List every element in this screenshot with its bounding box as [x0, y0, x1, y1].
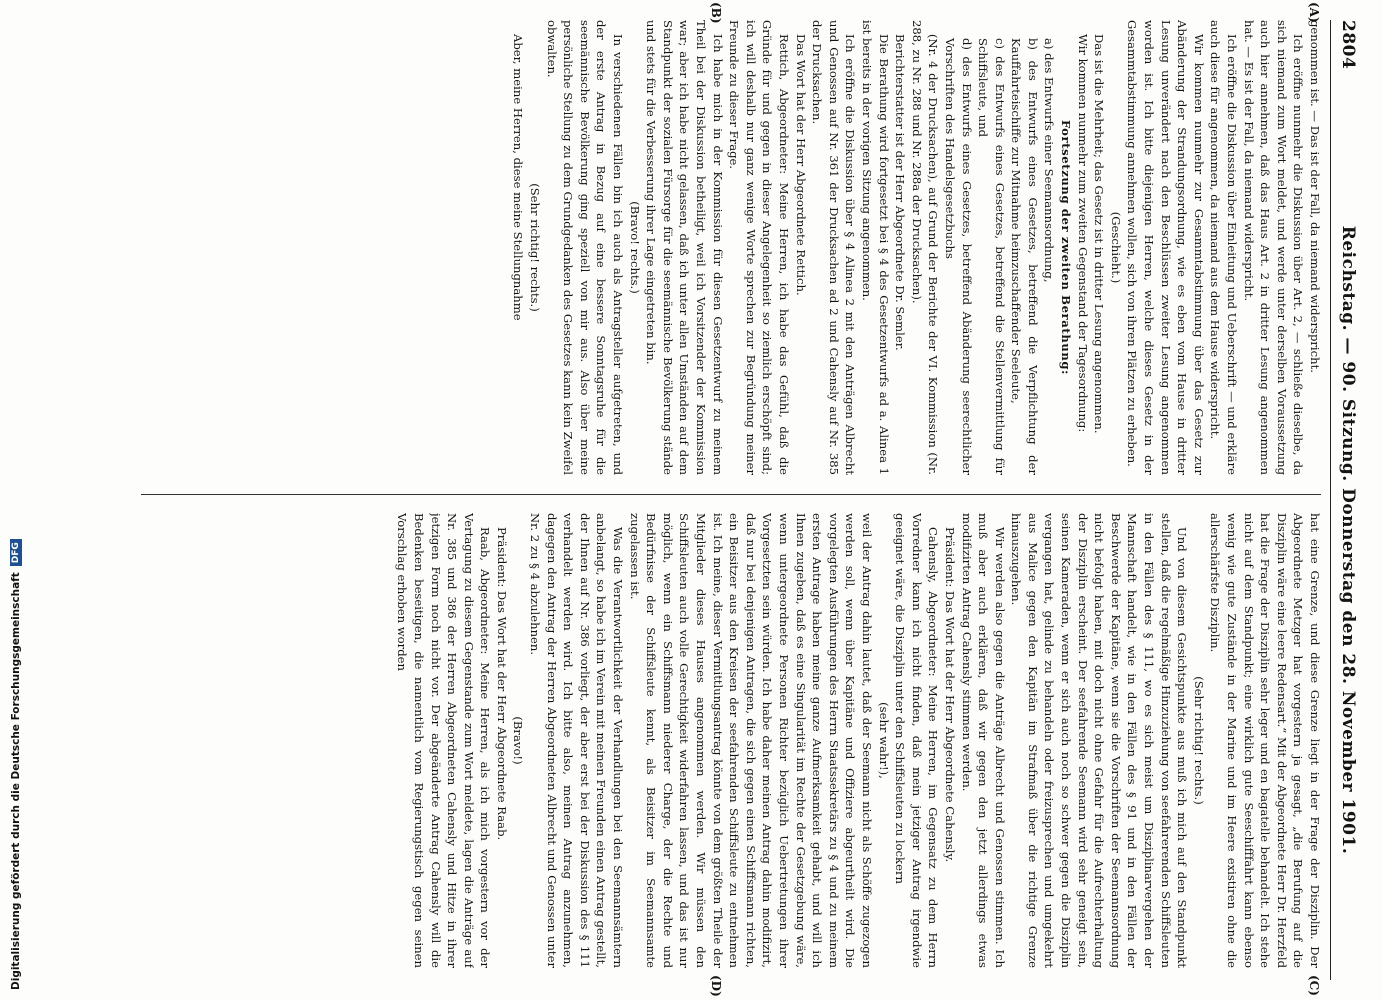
paragraph: Wir werden also gegen die Anträge Albrecht und Genossen stimmen. Ich muß aber auch erklären, daß wir gegen den jetzt allerdings etwas modifizirten Antrag Cahensly stimmen werden.: [959, 513, 1007, 968]
paragraph: genommen ist. — Das ist der Fall, da niemand widerspricht.: [1308, 20, 1322, 373]
interjection: (sehr wahr!),: [876, 702, 891, 779]
paragraph: (Nr. 4 der Drucksachen), auf Grund der Berichte der VI. Kommission (Nr. 288, zu Nr. 288 und Nr. 288a der Drucksachen).: [909, 20, 941, 475]
interjection: (Bravo!): [511, 716, 526, 765]
paragraph: Wir kommen nunmehr zum zweiten Gegenstand der Tagesordnung:: [1075, 34, 1090, 433]
margin-marker-a: (A): [1307, 2, 1321, 23]
digitization-credit: [6, 0, 26, 1000]
margin-marker-c: (C): [1307, 975, 1321, 996]
left-column: [143, 20, 1323, 475]
paragraph: Aber, meine Herren, diese meine Stellungnahme: [511, 34, 526, 321]
paragraph: Und von diesem Gesichtspunkte aus muß ich mich auf den Standpunkt stellen, daß die regelmäßige Hinzuziehung von seefahrerenden Schiffsleuten in den Fällen des § 111, wo es sich meist um Disziplinarvergehen der Mannschaft handelt, wie in den Fällen des § 91 und in den Fällen der Beschwerde der Kapitäne, wenn sie die Vorschriften der Seemannsordnung nicht befolgt haben, mit doch nicht ohne Gefahr für die Aufrechterhaltung der Disziplin erscheint. Der seefahrende Seemann wird sehr geneigt sein, seinen Kameraden, wenn er sich auch noch so schwer gegen die Disziplin vergangen hat, gelinde zu behandeln oder freizusprechen und umgekehrt aus Malice gegen den Kapitän im Strafmaß über die richtige Grenze hinauszugehen.: [1009, 513, 1190, 968]
speech-paragraph: Raab, Abgeordneter: Meine Herren, als ich mich vorgestern vor der Vertagung zu diesem Gegenstande zum Wort meldete, lagen die Anträge auf Nr. 385 und 386 der Herren Abgeordneten Cahensly und Hitze in ihrer jetzigen Form noch nicht vor. Der abgeänderte Antrag Cahensly will die Bedenken beseitigen, die namentlich vom Regierungstisch gegen seinen Vorschlag erhoben worden: [395, 513, 493, 968]
paragraph: Ich eröffne die Diskussion über Einleitung und Ueberschrift — und erkläre auch diese für angenommen, da niemand aus dem Hause widerspricht.: [1208, 20, 1240, 475]
agenda-item-d: d) des Entwurfs eines Gesetzes, betreffend Abänderung seerechtlicher Vorschriften des Handelsgesetzbuchs: [942, 38, 974, 475]
paragraph: In verschiedenen Fällen bin ich auch als Antragsteller aufgetreten, und der erste Antrag in Bezug auf eine bessere Sonntagsruhe für die seemännische Bevölkerung ging speziell von mir aus. Also über meine persönliche Stellung zu dem Grundgedanken des Gesetzes kann kein Zweifel obwalten.: [544, 20, 626, 475]
agenda-heading-text: Fortsetzung der zweiten Berathung:: [1059, 119, 1074, 376]
paragraph: Was die Verantwortlichkeit der Verhandlungen bei den Seemannsämtern anbelangt, so habe ich im Verein mit meinen Freunden einen Antrag gestellt, der Ihnen auf Nr. 386 vorliegt, der aber erst bei der Diskussion des § 111 verhandelt werden wird. Ich bitte also, meinen Antrag anzunehmen, dagegen den Antrag der Herren Abgeordneten Albrecht und Genossen unter Nr. 2 zu § 4 abzulehnen.: [528, 513, 626, 968]
column-divider: [141, 494, 1321, 495]
paragraph: Ich eröffne die Diskussion über § 4 Alinea 2 mit den Anträgen Albrecht und Genossen auf Nr. 361 der Drucksachen ad 2 und Cahensly auf Nr. 385 der Drucksachen.: [810, 20, 858, 475]
interjection: (Bravo! rechts.): [627, 201, 642, 294]
interjection: (Sehr richtig! rechts.): [1191, 676, 1206, 805]
speaker-paragraph: Präsident: Das Wort hat der Herr Abgeordnete Cahensly.: [942, 527, 957, 863]
paragraph: hat eine Grenze, und diese Grenze liegt in der Frage der Disziplin. Der Abgeordnete Metzger hat vorgestern ja gesagt, „die Berufung auf die Disziplin wäre eine leere Redensart.“ Mit der Abgeordnete Herr Dr. Herzfeld hat die Frage der Disziplin sehr leger und en bagatelle behandelt. Ich stehe nicht auf dem Standpunkt; eine wirklich gute Seeschifffahrt kann ebenso wenig wie gute Zustände in der Marine und im Heere existiren ohne die allerschärfste Disziplin.: [1208, 513, 1322, 968]
margin-marker-b: (B): [709, 2, 723, 24]
rotated-document: [110, 0, 1383, 1000]
paragraph: Ich eröffne nunmehr die Diskussion über Art. 2, — schließe dieselbe, da sich niemand zum Wort meldet, und werde unter derselben Voraussetzung auch hier annehmen, daß das Haus Art. 2 in dritter Lesung angenommen hat. — Es ist der Fall, da niemand widerspricht.: [1241, 20, 1306, 475]
interjection: (Geschieht.): [1108, 211, 1123, 284]
page-title: Reichstag. — 90. Sitzung. Donnerstag den 28. November 1901.: [1338, 225, 1358, 855]
credit-text: Digitalisierung gefördert durch die Deutsche Forschungsgemeinschaft: [10, 572, 22, 990]
agenda-item-a: a) des Entwurfs einer Seemannsordnung,: [1042, 38, 1057, 283]
page-number: 2804: [1338, 20, 1358, 70]
paragraph: Ich habe mich in der Kommission für diesen Gesetzentwurf zu meinem Theil bei der Diskussion betheiligt, weil ich Vorsitzender der Kommission war; aber ich habe nicht gelassen, daß ich unter allen Umständen auf dem Standpunkt der sozialen Fürsorge für die seemännische Bevölkerung stände und stets für die Verbesserung ihrer Lage eingetreten bin.: [644, 20, 725, 475]
paragraph: weil der Antrag dahin lautet, daß der Seemann nicht als Schöffe zugezogen werden soll, wenn über Kapitäne und Offiziere abgeurtheilt wird. Die vorgelegten Ausführungen des Herrn Staatssekretärs zu § 4 und zu meinem ersten Antrage haben meine ganze Aufmerksamkeit gehabt, und will ich Ihnen zugeben, daß es eine Singularität im Rechte der Gesetzgebung wäre, wenn untergeordnete Personen Richter bezüglich Uebertretungen ihrer Vorgesetzten sein würden. Ich habe daher meinen Antrag dahin modifizirt, daß nur bei denjenigen Antragen, die sich gegen einen Schiffsmann richten, ein Beisitzer aus den Kreisen der seefahrenden Schiffsleute zu entnehmen ist. Ich meine, dieser Vermittlungsantrag könnte von dem größten Theile der Mitglieder dieses Hauses angenommen werden. Wir müssen den Schiffsleuten auch volle Gerechtigkeit widerfahren lassen, und das ist nur möglich, wenn ein Schiffsmann niederer Charge, der die Rechte und Bedürfnisse der Schiffsleute kennt, als Beisitzer im Seemannsamte zugelassen ist.: [627, 513, 874, 968]
agenda-item-c: c) des Entwurfs eines Gesetzes, betreffend die Stellenvermittlung für Schiffsleute, und: [976, 38, 1007, 475]
paragraph: Berichterstatter ist der Herr Abgeordnete Dr. Semler.: [893, 34, 908, 351]
margin-marker-d: (D): [709, 975, 723, 997]
speaker-paragraph: Präsident: Das Wort hat der Herr Abgeordnete Raab.: [494, 527, 509, 841]
agenda-heading: [1058, 20, 1075, 475]
speech-paragraph: Cahensly, Abgeordneter: Meine Herren, im Gegensatz zu dem Herrn Vorredner kann ich nicht finden, daß mein jetziger Antrag irgendwie geeignet wäre, die Disziplin unter den Schiffsleuten zu lockern: [893, 513, 941, 968]
paragraph: Die Berathung wird fortgesetzt bei § 4 des Gesetzentwurfs ad a. Alinea 1 ist bereits in der vorigen Sitzung angenommen.: [859, 20, 891, 475]
paragraph: Wir kommen nunmehr zur Gesammtabstimmung über das Gesetz zur Abänderung der Strandungsordnung, wie es eben vom Hause in dritter Lesung unverändert nach den Beschlüssen zweiter Lesung angenommen worden ist. Ich bitte diejenigen Herren, welche dieses Gesetz in der Gesammtabstimmung annehmen wollen, sich von ihren Plätzen zu erheben.: [1125, 20, 1206, 475]
dfg-logo-icon: DFG: [10, 539, 22, 566]
interjection: (Sehr richtig! rechts.): [528, 183, 543, 312]
right-column: [143, 513, 1323, 968]
speech-paragraph: Rettich, Abgeordneter: Meine Herren, ich habe das Gefühl, daß die Gründe für und gegen in dieser Angelegenheit so ziemlich erschöpft sind; ich will deshalb nur ganz wenige Worte sprechen zur Begründung meiner Freunde zu dieser Frage.: [727, 20, 791, 475]
agenda-item-b: b) des Entwurfs eines Gesetzes, betreffend die Verpflichtung der Kauffahrteischiffe zur Mitnahme heimzuschaffender Seeleute,: [1009, 38, 1040, 475]
running-header: [1330, 20, 1365, 980]
paragraph: Das ist die Mehrheit; das Gesetz ist in dritter Lesung angenommen.: [1092, 34, 1107, 434]
paragraph: Das Wort hat der Herr Abgeordnete Rettich.: [793, 34, 808, 296]
